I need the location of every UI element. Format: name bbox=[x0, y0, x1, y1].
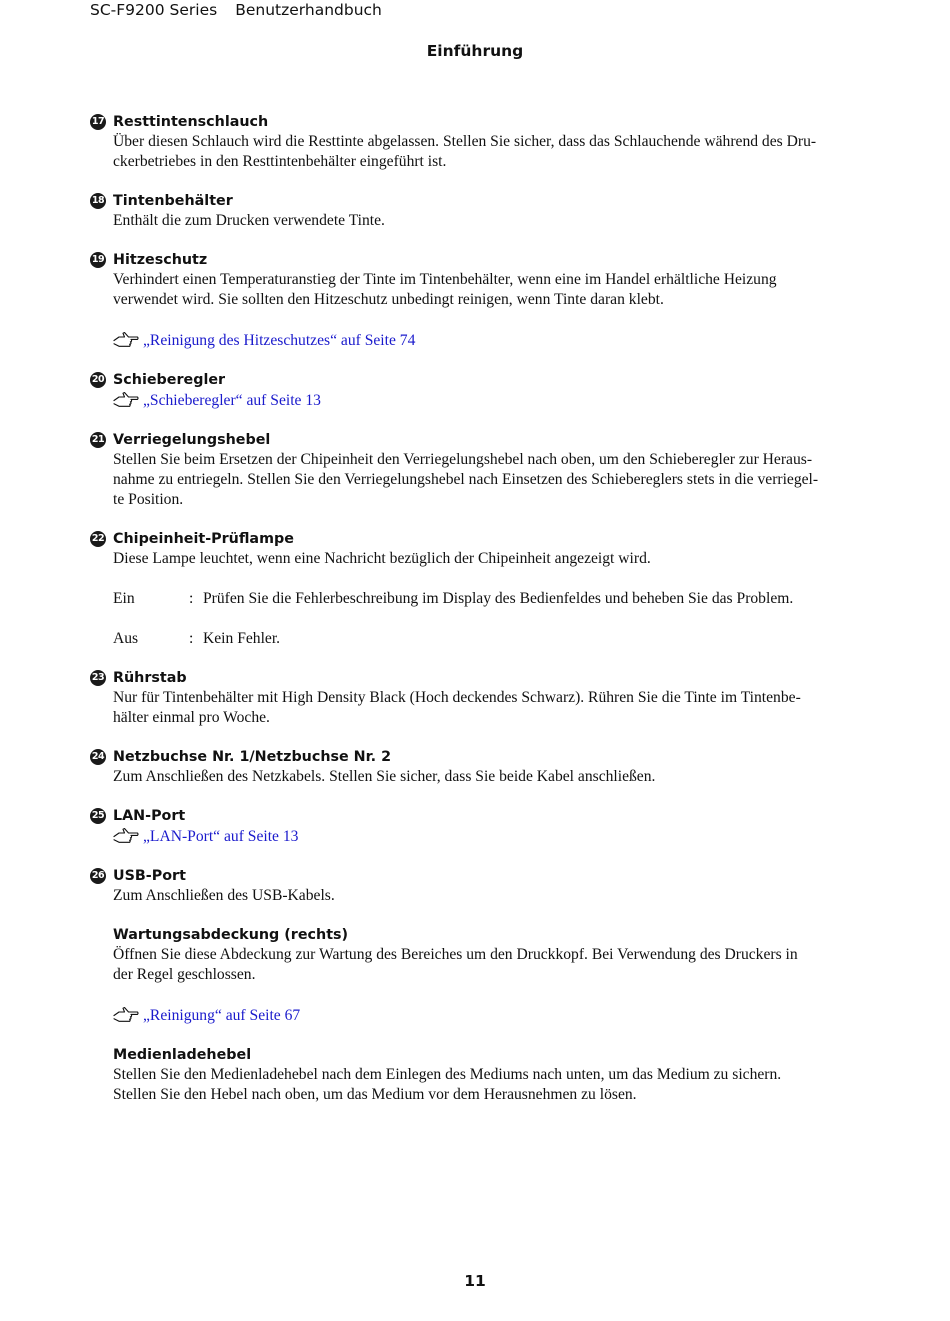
callout-number-badge: 19 bbox=[90, 252, 106, 268]
chapter-title: Einführung bbox=[426, 42, 524, 60]
item-title: Tintenbehälter bbox=[113, 193, 233, 209]
description-line: der Regel geschlossen. bbox=[113, 966, 256, 983]
cross-reference-link[interactable]: „Reinigung“ auf Seite 67 bbox=[143, 1007, 301, 1024]
list-item bbox=[90, 1045, 860, 1105]
cross-reference bbox=[113, 330, 860, 351]
description-line: Zum Anschließen des Netzkabels. Stellen Sie sicher, dass Sie beide Kabel anschließen. bbox=[113, 768, 656, 785]
item-title: Wartungsabdeckung (rechts) bbox=[113, 927, 349, 943]
item-title: Rührstab bbox=[113, 670, 187, 686]
table-cell-term: Ein bbox=[113, 590, 135, 607]
item-title: Hitzeschutz bbox=[113, 252, 208, 268]
item-title: Resttintenschlauch bbox=[113, 114, 269, 130]
callout-number-badge: 18 bbox=[90, 193, 106, 209]
item-title: Netzbuchse Nr. 1/Netzbuchse Nr. 2 bbox=[113, 749, 392, 765]
table-cell-colon: : bbox=[189, 590, 194, 607]
table-cell-desc: Kein Fehler. bbox=[203, 630, 281, 647]
cross-reference-link[interactable]: „LAN-Port“ auf Seite 13 bbox=[143, 828, 299, 845]
table-cell-desc: Prüfen Sie die Fehlerbeschreibung im Display des Bedienfeldes und beheben Sie das Problem. bbox=[203, 590, 794, 607]
callout-number-badge: 17 bbox=[90, 114, 106, 130]
cross-reference bbox=[113, 826, 860, 847]
list-item bbox=[90, 866, 860, 906]
description-line: Über diesen Schlauch wird die Resttinte abgelassen. Stellen Sie sicher, dass das Schlauchende während des Dru- bbox=[113, 133, 817, 150]
list-item bbox=[90, 529, 860, 649]
list-item bbox=[90, 370, 860, 411]
callout-number-badge: 23 bbox=[90, 670, 106, 686]
table-row bbox=[113, 629, 860, 649]
description-line: Verhindert einen Temperaturanstieg der Tinte im Tintenbehälter, wenn eine im Handel erhältliche Heizung bbox=[113, 271, 777, 288]
list-item bbox=[90, 430, 860, 510]
description-line: verwendet wird. Sie sollten den Hitzeschutz unbedingt reinigen, wenn Tinte daran klebt. bbox=[113, 291, 664, 308]
list-item bbox=[90, 925, 860, 1026]
cross-reference bbox=[113, 1005, 860, 1026]
description-line: Stellen Sie den Medienladehebel nach dem Einlegen des Mediums nach unten, um das Medium zu sichern. bbox=[113, 1066, 782, 1083]
page-number: 11 bbox=[464, 1272, 486, 1290]
description-line: ckerbetriebes in den Resttintenbehälter eingeführt ist. bbox=[113, 153, 447, 170]
cross-reference bbox=[113, 390, 860, 411]
description-line: Enthält die zum Drucken verwendete Tinte. bbox=[113, 212, 385, 229]
description-line: Öffnen Sie diese Abdeckung zur Wartung des Bereiches um den Druckkopf. Bei Verwendung des Druckers in bbox=[113, 946, 798, 963]
item-title: Verriegelungshebel bbox=[113, 432, 271, 448]
table-cell-colon: : bbox=[189, 630, 194, 647]
item-title: USB-Port bbox=[113, 868, 186, 884]
model-name: SC-F9200 Series bbox=[90, 1, 218, 19]
list-item bbox=[90, 191, 860, 231]
status-table bbox=[113, 589, 860, 649]
item-title: Chipeinheit-Prüflampe bbox=[113, 531, 294, 547]
pointing-hand-icon bbox=[113, 331, 139, 347]
item-title: Schieberegler bbox=[113, 372, 226, 388]
list-item bbox=[90, 747, 860, 787]
description-line: Diese Lampe leuchtet, wenn eine Nachricht bezüglich der Chipeinheit angezeigt wird. bbox=[113, 550, 651, 567]
item-list bbox=[90, 112, 860, 1124]
callout-number-badge: 26 bbox=[90, 868, 106, 884]
manual-title: Benutzerhandbuch bbox=[235, 1, 382, 19]
item-title: Medienladehebel bbox=[113, 1047, 252, 1063]
pointing-hand-icon bbox=[113, 391, 139, 407]
table-cell-term: Aus bbox=[113, 630, 139, 647]
callout-number-badge: 20 bbox=[90, 372, 106, 388]
callout-number-badge: 22 bbox=[90, 531, 106, 547]
list-item bbox=[90, 250, 860, 351]
callout-number-badge: 21 bbox=[90, 432, 106, 448]
description-line: Stellen Sie den Hebel nach oben, um das Medium vor dem Herausnehmen zu lösen. bbox=[113, 1086, 637, 1103]
cross-reference-link[interactable]: „Schieberegler“ auf Seite 13 bbox=[143, 392, 321, 409]
running-header bbox=[90, 0, 382, 20]
pointing-hand-icon bbox=[113, 1006, 139, 1022]
callout-number-badge: 25 bbox=[90, 808, 106, 824]
list-item bbox=[90, 668, 860, 728]
description-line: Zum Anschließen des USB-Kabels. bbox=[113, 887, 335, 904]
cross-reference-link[interactable]: „Reinigung des Hitzeschutzes“ auf Seite 74 bbox=[143, 332, 416, 349]
description-line: nahme zu entriegeln. Stellen Sie den Verriegelungshebel nach Einsetzen des Schiebereglers stets in die verriegel- bbox=[113, 471, 819, 488]
table-row bbox=[113, 589, 860, 609]
description-line: te Position. bbox=[113, 491, 184, 508]
list-item bbox=[90, 806, 860, 847]
item-title: LAN-Port bbox=[113, 808, 186, 824]
list-item bbox=[90, 112, 860, 172]
callout-number-badge: 24 bbox=[90, 749, 106, 765]
description-line: hälter einmal pro Woche. bbox=[113, 709, 270, 726]
description-line: Nur für Tintenbehälter mit High Density Black (Hoch deckendes Schwarz). Rühren Sie die Tinte im Tintenbe- bbox=[113, 689, 801, 706]
description-line: Stellen Sie beim Ersetzen der Chipeinheit den Verriegelungshebel nach oben, um den Schieberegler zur Heraus- bbox=[113, 451, 813, 468]
pointing-hand-icon bbox=[113, 827, 139, 843]
